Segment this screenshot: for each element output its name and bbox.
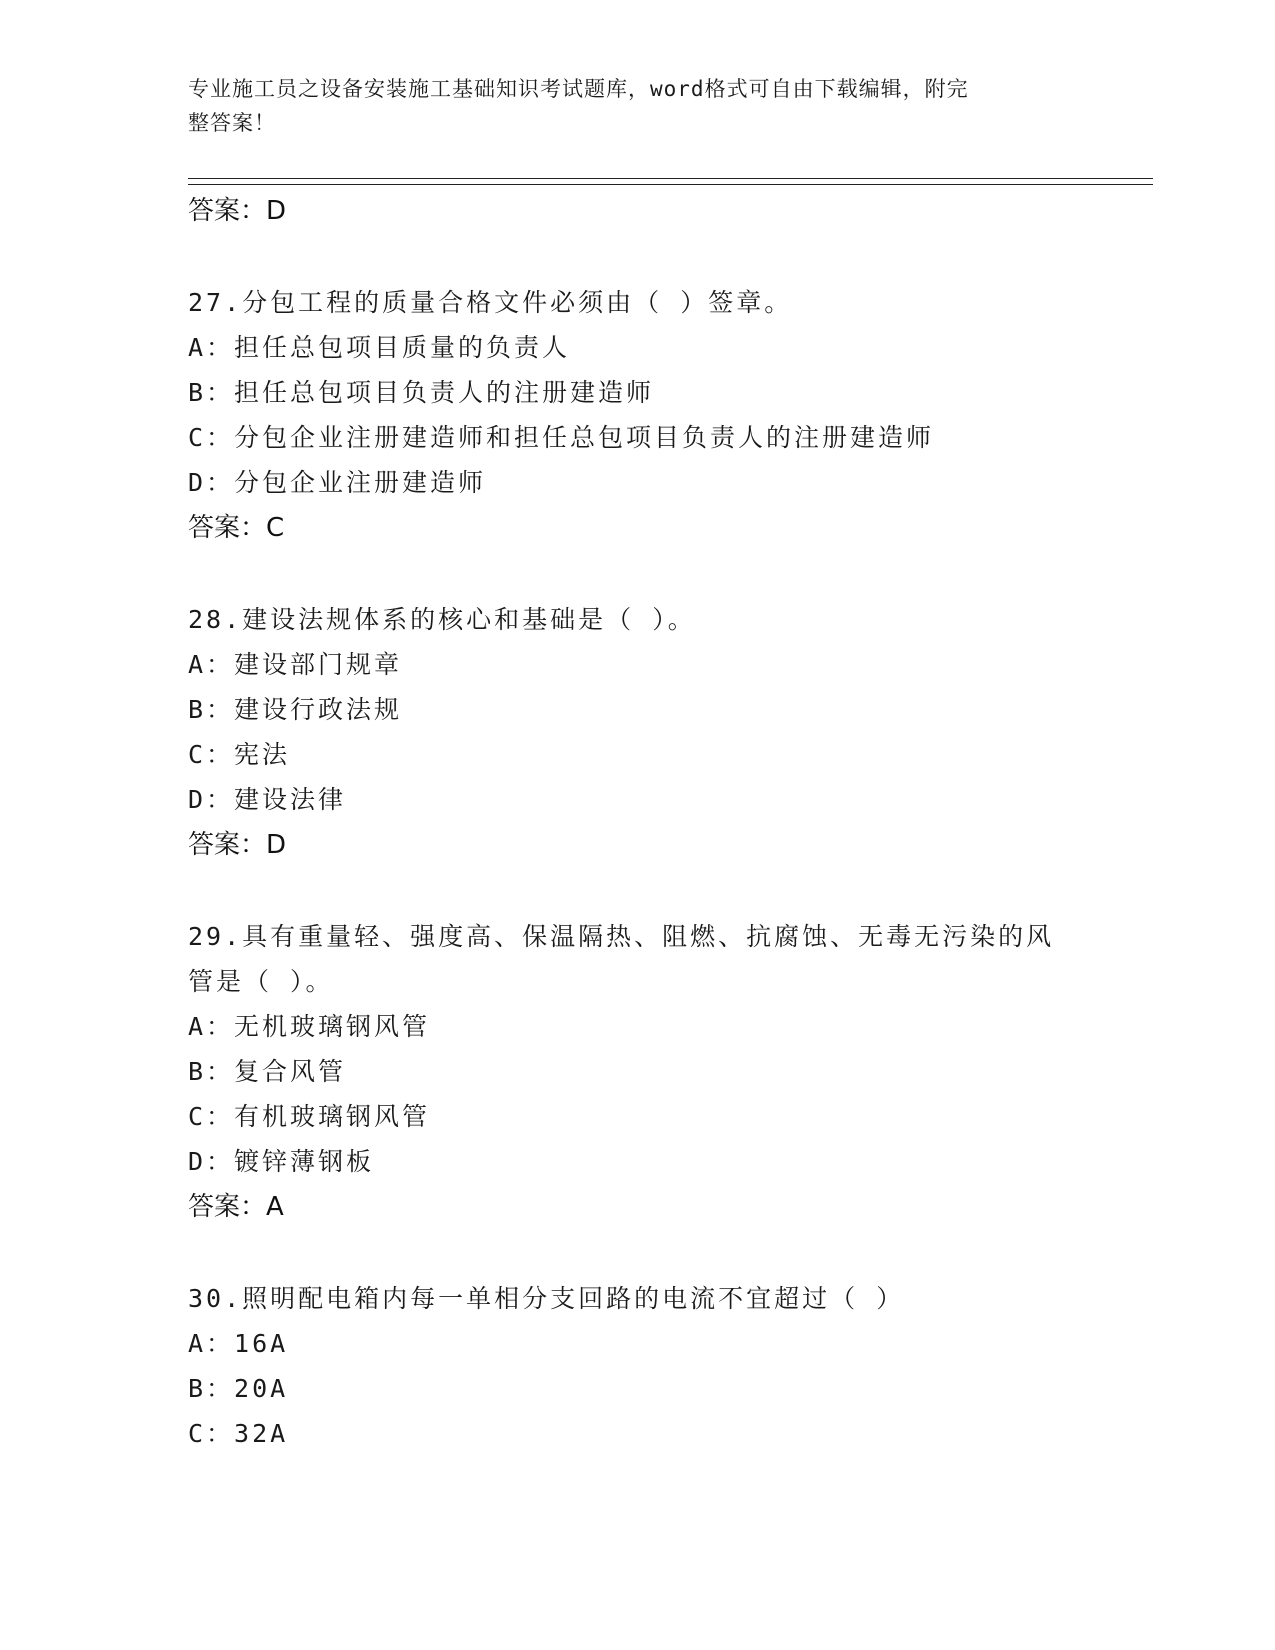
option-d: D：镀锌薄钢板 (188, 1147, 375, 1176)
question-stem: 30.照明配电箱内每一单相分支回路的电流不宜超过（ ） (188, 1284, 905, 1313)
question-stem-line2: 管是（ ）。 (188, 967, 334, 996)
option-c: C：有机玻璃钢风管 (188, 1102, 431, 1131)
option-a: A：16A (188, 1329, 289, 1358)
option-b: B：复合风管 (188, 1057, 347, 1086)
option-d: D：建设法律 (188, 785, 347, 814)
question-29 (188, 914, 1153, 1230)
answer: 答案：D (188, 830, 287, 860)
option-c: C：分包企业注册建造师和担任总包项目负责人的注册建造师 (188, 423, 935, 452)
previous-answer: 答案：D (188, 196, 287, 226)
question-30 (188, 1276, 1153, 1456)
option-a: A：无机玻璃钢风管 (188, 1012, 431, 1041)
option-a: A：建设部门规章 (188, 650, 403, 679)
answer: 答案：A (188, 1192, 284, 1222)
option-c: C：32A (188, 1419, 289, 1448)
header-rule-bottom (188, 184, 1153, 185)
question-list (188, 188, 1153, 1456)
option-b: B：担任总包项目负责人的注册建造师 (188, 378, 655, 407)
question-stem: 28.建设法规体系的核心和基础是（ ）。 (188, 605, 696, 634)
option-c: C：宪法 (188, 740, 291, 769)
option-d: D：分包企业注册建造师 (188, 468, 487, 497)
option-b: B：建设行政法规 (188, 695, 403, 724)
question-stem-line1: 29.具有重量轻、强度高、保温隔热、阻燃、抗腐蚀、无毒无污染的风 (188, 922, 1055, 951)
question-27 (188, 280, 1153, 551)
header-title-line1: 专业施工员之设备安装施工基础知识考试题库，word格式可自由下载编辑，附完 (188, 77, 969, 101)
header-title-line2: 整答案！ (188, 111, 276, 135)
document-header (188, 72, 1068, 140)
question-stem: 27.分包工程的质量合格文件必须由（ ）签章。 (188, 288, 793, 317)
option-b: B：20A (188, 1374, 289, 1403)
option-a: A：担任总包项目质量的负责人 (188, 333, 571, 362)
answer: 答案：C (188, 513, 285, 543)
header-rule-top (188, 178, 1153, 179)
question-28 (188, 597, 1153, 868)
